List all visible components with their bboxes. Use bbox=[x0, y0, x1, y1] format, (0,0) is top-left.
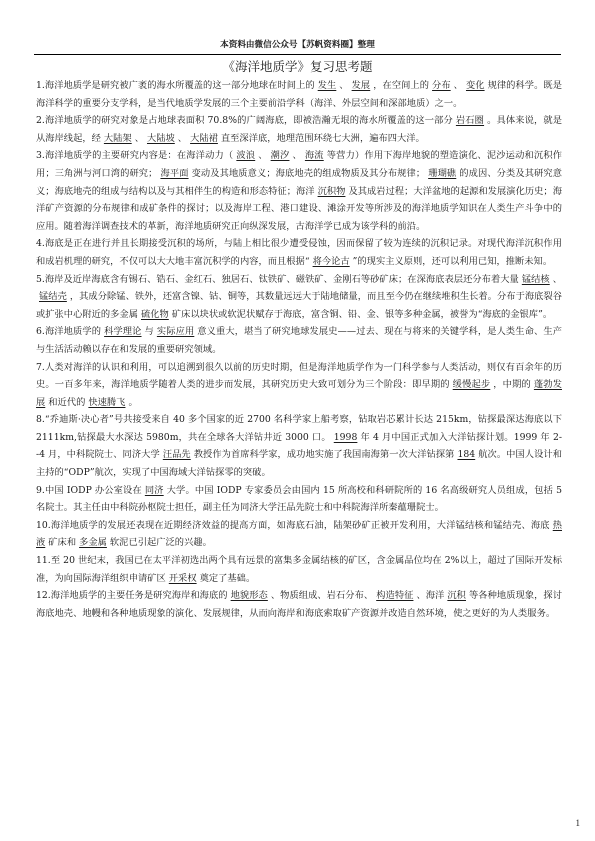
fill-blank-answer: 潮汐 bbox=[270, 150, 290, 162]
question-text: 11.至 20 世纪末，我国已在太平洋初选出两个具有远景的富集多金属结核的矿区，含金属品位均在 2%以上，超过了国际开发标准，为向国际海洋组织申请矿区 bbox=[36, 555, 562, 584]
question-text: ，其成分除锰、铁外，还富含镍、钴、铜等，其数量远远大于陆地储量，而且至今仍在继续堆积生长着。分布于海底裂谷或扩张中心附近的多金属 bbox=[36, 291, 562, 320]
fill-blank-answer: 沉积 bbox=[447, 590, 466, 602]
question-text: 2.海洋地质学的研究对象是占地球表面积 70.8%的广阔海底，即被浩瀚无垠的海水所覆盖的这一部分 bbox=[36, 115, 453, 127]
header-divider bbox=[34, 54, 561, 55]
fill-blank-answer: 海流 bbox=[304, 150, 324, 162]
fill-blank-answer: 快速腾飞 bbox=[88, 396, 126, 408]
question-text: 等营力）作用下海岸地貌的塑造演化、泥沙运动和沉积作用；三角洲与河口湾的研究； bbox=[36, 150, 563, 179]
fill-blank-answer: 变化 bbox=[465, 80, 485, 91]
question-text: 、 bbox=[339, 80, 349, 91]
question-paragraph bbox=[36, 552, 562, 587]
question-text: 、物质组成、岩石分布、 bbox=[270, 590, 374, 602]
page-number: 1 bbox=[575, 818, 580, 828]
question-text: 奠定了基础。 bbox=[199, 572, 256, 584]
fill-blank-answer: 海平面 bbox=[160, 167, 189, 179]
fill-blank-answer: 珊瑚礁 bbox=[428, 167, 457, 179]
question-text: 教授作为首席科学家，成功地实施了我国南海第一次大洋钻探第 bbox=[193, 449, 455, 461]
fill-blank-answer: 大陆架 bbox=[103, 132, 132, 144]
question-text: 与 bbox=[144, 326, 154, 338]
question-text: 1.海洋地质学是研究被广袤的海水所覆盖的这一部分地球在时间上的 bbox=[36, 80, 315, 91]
header-source-note: 本资料由微信公众号【苏帆资料圈】整理 bbox=[220, 40, 375, 50]
question-text: 3.海洋地质学的主要研究内容是：在海洋动力（ bbox=[36, 150, 234, 162]
fill-blank-answer: 1998 bbox=[333, 431, 358, 443]
question-text: 年 4 月中国正式加入大洋钻探计划。1999 年 2--4 月，中科院院士、同济大学 bbox=[36, 431, 562, 461]
question-paragraph bbox=[36, 517, 562, 552]
fill-blank-answer: 锰结核 bbox=[521, 273, 550, 285]
question-text: 、 bbox=[177, 132, 188, 144]
question-text: 。具体来说，就是从海岸线起，经 bbox=[36, 115, 563, 144]
question-text: 变动及其地质意义；海底地壳的组成物质及其分布规律； bbox=[191, 167, 426, 179]
fill-blank-answer: 将今论古 bbox=[312, 255, 350, 267]
fill-blank-answer: 热液 bbox=[36, 519, 562, 549]
fill-blank-answer: 波浪 bbox=[236, 150, 256, 162]
fill-blank-answer: 发生 bbox=[317, 80, 337, 91]
fill-blank-answer: 岩石圈 bbox=[455, 115, 485, 127]
question-paragraph bbox=[36, 271, 562, 324]
fill-blank-answer: 硫化物 bbox=[140, 308, 169, 320]
question-paragraph bbox=[36, 482, 562, 517]
question-paragraph bbox=[36, 587, 562, 622]
question-paragraph bbox=[36, 323, 562, 358]
fill-blank-answer: 分布 bbox=[432, 80, 451, 91]
fill-blank-answer: 地貌形态 bbox=[230, 590, 268, 602]
question-text: 大学。中国 IODP 专家委员会由国内 15 所高校和科研院所的 16 名高级研究人员组成，包括 5 名院士。其主任由中科院孙枢院士担任，副主任为同济大学汪品先院士和中科院海洋所秦蕴珊院士。 bbox=[36, 484, 563, 514]
question-text: 矿床和 bbox=[48, 537, 77, 549]
fill-blank-answer: 沉积物 bbox=[317, 185, 346, 197]
question-text: 和近代的 bbox=[48, 396, 86, 408]
question-paragraph bbox=[36, 411, 562, 481]
question-text: 的成因、分类及其研究意义；海底地壳的组成与结构以及与其相伴生的构造和形态特征；海洋 bbox=[36, 167, 563, 197]
fill-blank-answer: 大陆裙 bbox=[190, 132, 218, 144]
fill-blank-answer: 构造特征 bbox=[376, 590, 414, 602]
question-text: 、 bbox=[134, 132, 144, 144]
question-text: 7.人类对海洋的认识和利用，可以追溯到很久以前的历史时期，但是海洋地质学作为一门科学参与人类活动，则仅有百余年的历史。一百多年来，海洋地质学随着人类的进步而发展，其研究历史大致可划分为三个阶段：即早期的 bbox=[36, 361, 562, 391]
question-text: 直至深洋底，地理范围环绕七大洲，遍布四大洋。 bbox=[220, 132, 425, 144]
question-paragraph bbox=[36, 112, 562, 147]
question-text: ，在空间上的 bbox=[373, 80, 430, 91]
fill-blank-answer: 实际应用 bbox=[156, 326, 195, 338]
question-text: 软泥已引起广泛的兴趣。 bbox=[109, 537, 212, 549]
question-text: 。 bbox=[128, 396, 138, 408]
question-text: 9.中国 IODP 办公室设在 bbox=[36, 484, 142, 496]
question-text: 及其成岩过程；大洋盆地的起源和发展演化历史；海洋矿产资源的分布规律和成矿条件的探讨；以及海岸工程、港口建设、滩涂开发等所涉及的海洋地质学知识在人类生产斗争中的应用。随着海洋调查技术的革新，海洋地质研究正向纵深发展，古海洋学已成为该学科的前沿。 bbox=[36, 185, 562, 232]
question-text: ”的现实主义原则，还可以利用已知，推断未知。 bbox=[352, 255, 553, 267]
question-paragraph bbox=[36, 77, 562, 112]
question-text: 、 bbox=[552, 273, 562, 285]
question-text: 、 bbox=[292, 150, 302, 162]
question-paragraph bbox=[36, 147, 562, 235]
question-text: 4.海底是正在进行并且长期接受沉积的场所，与陆上相比很少遭受侵蚀，因而保留了较为连续的沉积记录。对现代海洋沉积作用和成岩机理的研究，不仅可以大大地丰富沉积学的内容，而且根据“ bbox=[36, 238, 562, 267]
question-paragraph bbox=[36, 359, 562, 412]
question-text: 10.海洋地质学的发展还表现在近期经济效益的提高方面，如海底石油，陆架砂矿正被开发利用，大洋锰结核和锰结壳、海底 bbox=[36, 519, 550, 531]
question-text: 、海洋 bbox=[416, 590, 445, 602]
fill-blank-answer: 缓慢起步 bbox=[452, 379, 491, 391]
fill-blank-answer: 发展 bbox=[351, 80, 371, 91]
question-text: 、 bbox=[453, 80, 463, 91]
page-title: 《海洋地质学》复习思考题 bbox=[222, 59, 373, 74]
question-text: 矿床以块状或软泥状赋存于海底，富含铜、铅、金、银等多种金属，被誉为“海底的金银库”。 bbox=[171, 308, 553, 320]
question-text: 8.“乔迪斯·决心者”号共接受来自 40 多个国家的近 2700 名科学家上船考察，钻取岩芯累计长达 215km，钻探最深达海底以下 2111km,钻探最大水深达 5980m，共在全球各大洋钻井近 3000 口。 bbox=[36, 414, 562, 443]
fill-blank-answer: 同济 bbox=[144, 484, 164, 496]
question-text: 6.海洋地质学的 bbox=[36, 326, 102, 338]
question-text: 12.海洋地质学的主要任务是研究海岸和海底的 bbox=[36, 590, 228, 602]
question-text: 意义重大，堪当了研究地球发展史——过去、现在与将来的关键学科，是人类生命、生产与生活活动赖以存在和发展的重要研究领域。 bbox=[36, 326, 562, 355]
question-text: 等各种地质现象，探讨海底地壳、地幔和各种地质现象的演化、发展规律，从而向海岸和海底索取矿产资源并改造自然环境，使之更好的为人类服务。 bbox=[36, 590, 562, 619]
question-paragraph bbox=[36, 235, 562, 270]
fill-blank-answer: 汪品先 bbox=[162, 449, 191, 461]
question-list bbox=[36, 77, 562, 622]
fill-blank-answer: 184 bbox=[457, 449, 476, 461]
question-text: 规律的科学。既是海洋科学的重要分支学科，是当代地质学发展的三个主要前沿学科（海洋、外层空间和深部地质）之一。 bbox=[36, 80, 562, 109]
question-text: 5.海岸及近岸海底含有锡石、锆石、金红石、独居石、钛铁矿、磁铁矿、金刚石等砂矿床；在深海底表层还分布着大量 bbox=[36, 273, 519, 285]
fill-blank-answer: 蓬勃发展 bbox=[36, 379, 562, 408]
question-text: 、 bbox=[258, 150, 268, 162]
fill-blank-answer: 开采权 bbox=[168, 572, 197, 584]
fill-blank-answer: 大陆坡 bbox=[146, 132, 175, 144]
question-text: ，中期的 bbox=[493, 379, 531, 391]
fill-blank-answer: 多金属 bbox=[79, 537, 107, 549]
question-text: 航次。中国人设计和主持的“ODP”航次，实现了中国海域大洋钻探零的突破。 bbox=[36, 449, 562, 479]
fill-blank-answer: 科学理论 bbox=[104, 326, 142, 338]
fill-blank-answer: 锰结壳 bbox=[39, 291, 67, 303]
